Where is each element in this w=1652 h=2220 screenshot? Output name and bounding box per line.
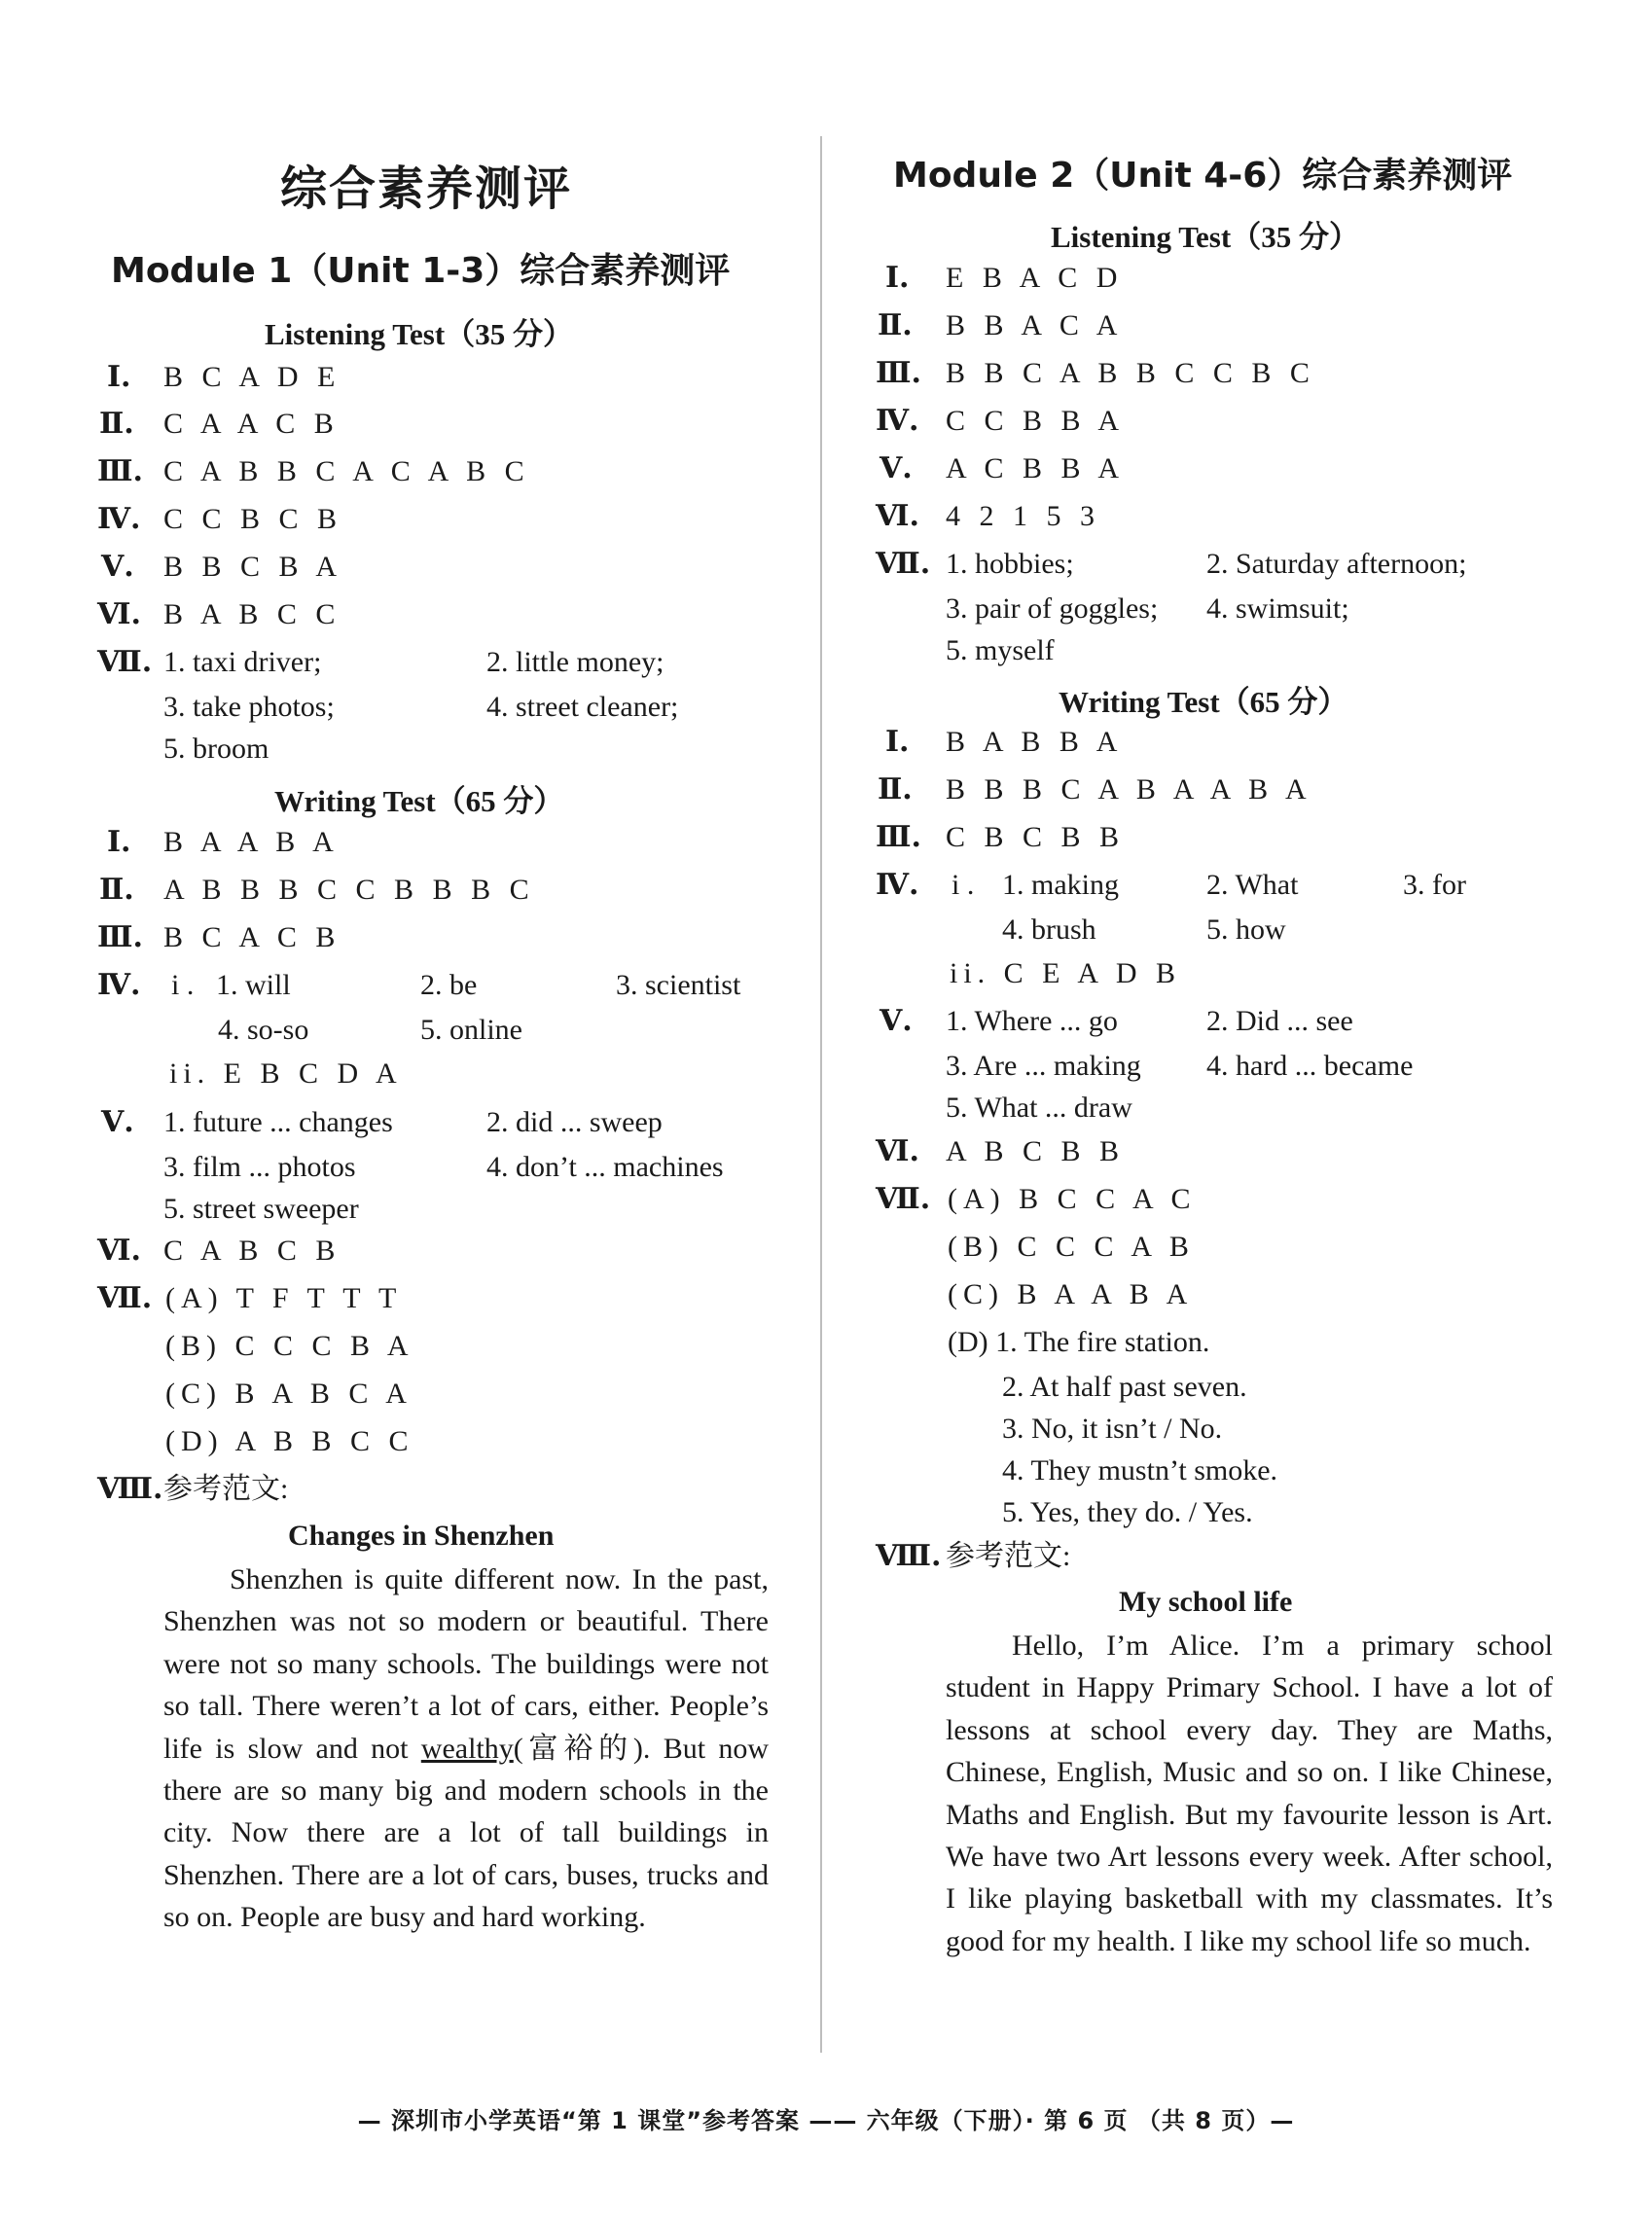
answer-line: B C A D E (163, 361, 341, 393)
answer-item: 4. so-so (218, 1014, 309, 1046)
numeral-v: Ⅴ. (101, 1105, 134, 1139)
numeral-iv: Ⅳ. (876, 868, 919, 902)
page-footer: — 深圳市小学英语“第 1 课堂”参考答案 —— 六年级（下册）· 第 6 页 （共 8 页）— (357, 2107, 1295, 2134)
answer-item: 1. hobbies; (946, 548, 1074, 580)
answer-item: 4. street cleaner; (486, 691, 679, 723)
answer-line: C C B C B (163, 503, 343, 535)
model-essay-label: 参考范文: (946, 1540, 1071, 1572)
numeral-iv: Ⅳ. (97, 502, 141, 536)
model-essay: Shenzhen is quite different now. In the past, Shenzhen was not so modern or beautiful. There were not so many schools. The buildings were not so tall. There weren’t a lot of cars, either. People’s life is slow and not wealthy(富裕的). But now there are so many big and modern schools in the city. Now there are a lot of tall buildings in Shenzhen. There are a lot of cars, buses, trucks and so on. People are busy and hard working. (163, 1563, 770, 1934)
sub-label: i . (171, 969, 195, 1001)
numeral-vii: Ⅶ. (876, 1182, 931, 1216)
numeral-ii: Ⅱ. (878, 308, 913, 342)
answer-item: 2. At half past seven. (1002, 1371, 1247, 1403)
numeral-vi: Ⅵ. (876, 499, 919, 533)
answer-line: (B) C C C B A (165, 1330, 414, 1362)
answer-line: B B C A B B C C B C (946, 357, 1315, 389)
answer-item: 1. Where ... go (946, 1005, 1118, 1037)
answer-line: B A A B A (163, 826, 340, 858)
numeral-iv: Ⅳ. (97, 968, 141, 1002)
numeral-viii: Ⅷ. (97, 1472, 163, 1506)
answer-line: C A B C B (163, 1235, 341, 1267)
answer-line: ii. C E A D B (950, 957, 1182, 989)
listening-test-title: Listening Test（35 分） (1051, 220, 1359, 254)
answer-line: B B A C A (946, 309, 1124, 341)
answer-item: 1. taxi driver; (163, 646, 322, 678)
answer-item: 5. What ... draw (946, 1092, 1132, 1124)
answer-item: 3. Are ... making (946, 1050, 1141, 1082)
word-gloss: (富裕的) (513, 1732, 643, 1765)
writing-test-title: Writing Test（65 分） (274, 784, 564, 818)
answer-line: A C B B A (946, 452, 1126, 484)
answer-item: 4. They mustn’t smoke. (1002, 1454, 1278, 1486)
answer-item: 2. What (1206, 869, 1299, 901)
answer-item: 2. did ... sweep (486, 1106, 663, 1138)
answer-line: C A B B C A C A B C (163, 455, 530, 487)
answer-item: 2. be (420, 969, 478, 1001)
sub-label: i . (952, 869, 975, 901)
numeral-viii: Ⅷ. (876, 1539, 942, 1573)
answer-line: B B C B A (163, 551, 343, 583)
answer-item: 1. making (1002, 869, 1119, 901)
answer-item: 5. how (1206, 913, 1286, 946)
answer-item: 3. scientist (616, 969, 741, 1001)
numeral-iii: Ⅲ. (876, 820, 921, 854)
numeral-vi: Ⅵ. (876, 1134, 919, 1168)
numeral-ii: Ⅱ. (99, 407, 134, 441)
essay-title: Changes in Shenzhen (288, 1520, 555, 1552)
numeral-ii: Ⅱ. (99, 873, 134, 907)
numeral-vii: Ⅶ. (876, 547, 931, 581)
numeral-v: Ⅴ. (101, 550, 134, 584)
answer-line: (A) T F T T T (165, 1282, 403, 1314)
answer-item: 3. film ... photos (163, 1151, 356, 1183)
answer-item: 2. Did ... see (1206, 1005, 1353, 1037)
answer-item: 4. brush (1002, 913, 1096, 946)
answer-item: 5. myself (946, 634, 1055, 666)
answer-line: C C B B A (946, 405, 1126, 437)
numeral-vi: Ⅵ. (97, 597, 141, 631)
answer-line: B A B B A (946, 726, 1124, 758)
numeral-iii: Ⅲ. (97, 454, 143, 488)
answer-line: E B A C D (946, 262, 1124, 294)
answer-line: C A A C B (163, 408, 340, 440)
answer-item: 1. future ... changes (163, 1106, 393, 1138)
answer-item: 5. online (420, 1014, 522, 1046)
answer-line: A B C B B (946, 1135, 1126, 1167)
module-1-title: Module 1（Unit 1-3）综合素养测评 (111, 251, 731, 291)
model-essay-label: 参考范文: (163, 1473, 289, 1505)
module-2-title: Module 2（Unit 4-6）综合素养测评 (893, 156, 1513, 196)
numeral-ii: Ⅱ. (878, 772, 913, 806)
answer-item: 5. broom (163, 733, 269, 765)
page-title: 综合素养测评 (280, 161, 573, 216)
answer-item: 1. will (216, 969, 291, 1001)
answer-line: (C) B A A B A (948, 1278, 1194, 1310)
numeral-i: Ⅰ. (885, 261, 910, 295)
essay-title: My school life (1119, 1586, 1293, 1618)
answer-item: (D) 1. The fire station. (948, 1326, 1210, 1358)
answer-line: 4 2 1 5 3 (946, 500, 1100, 532)
answer-line: (A) B C C A C (948, 1183, 1197, 1215)
answer-item: 2. Saturday afternoon; (1206, 548, 1467, 580)
answer-item: 4. hard ... became (1206, 1050, 1414, 1082)
column-divider (820, 136, 822, 2053)
answer-line: (B) C C C A B (948, 1231, 1195, 1263)
numeral-v: Ⅴ. (880, 1004, 913, 1038)
answer-line: C B C B B (946, 821, 1126, 853)
answer-line: (C) B A B C A (165, 1378, 413, 1410)
model-essay: Hello, I’m Alice. I’m a primary school student in Happy Primary School. I have a lot of lessons at school every day. They are Maths, Chinese, English, Music and so on. I like Chinese, Maths and English. But my favourite lesson is Art. We have two Art lessons every week. After school, I like playing basketball with my classmates. It’s good for my health. I like my school life so much. (946, 1629, 1553, 1957)
listening-test-title: Listening Test（35 分） (265, 317, 573, 351)
numeral-i: Ⅰ. (885, 725, 910, 759)
numeral-vii: Ⅶ. (97, 645, 153, 679)
numeral-vi: Ⅵ. (97, 1234, 141, 1268)
answer-item: 3. No, it isn’t / No. (1002, 1413, 1223, 1445)
answer-item: 5. street sweeper (163, 1193, 359, 1225)
answer-line: B B B C A B A A B A (946, 773, 1312, 806)
numeral-v: Ⅴ. (880, 451, 913, 485)
answer-item: 3. take photos; (163, 691, 335, 723)
answer-line: B C A C B (163, 921, 341, 953)
answer-item: 2. little money; (486, 646, 664, 678)
answer-item: 4. swimsuit; (1206, 592, 1349, 625)
answer-item: 3. for (1403, 869, 1466, 901)
underlined-word: wealthy (420, 1732, 514, 1765)
answer-item: 4. don’t ... machines (486, 1151, 724, 1183)
numeral-i: Ⅰ. (107, 360, 131, 394)
answer-line: A B B B C C B B B C (163, 874, 535, 906)
answer-line: B A B C C (163, 598, 341, 630)
answer-item: 3. pair of goggles; (946, 592, 1159, 625)
writing-test-title: Writing Test（65 分） (1059, 685, 1348, 719)
answer-line: (D) A B B C C (165, 1425, 414, 1457)
answer-item: 5. Yes, they do. / Yes. (1002, 1496, 1253, 1528)
numeral-vii: Ⅶ. (97, 1281, 153, 1315)
numeral-iii: Ⅲ. (876, 356, 921, 390)
numeral-iv: Ⅳ. (876, 404, 919, 438)
numeral-iii: Ⅲ. (97, 920, 143, 954)
answer-line: ii. E B C D A (169, 1057, 403, 1090)
numeral-i: Ⅰ. (107, 825, 131, 859)
